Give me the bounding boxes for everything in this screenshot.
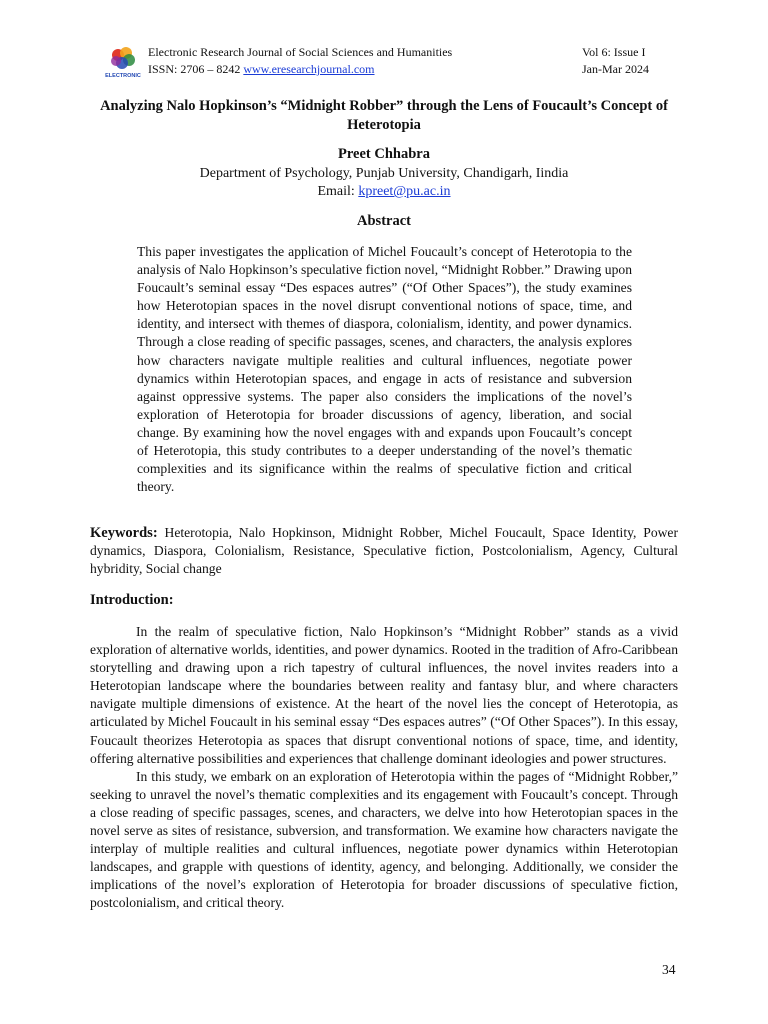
abstract-text: This paper investigates the application of Michel Foucault’s concept of Heterotopia to the analysis of Nalo Hopkinson’s speculative fiction novel, “Midnight Robber.” Drawing upon Foucault’s seminal essay “Des espaces autres” (“Of Other Spaces”), the study examines how Heterotopian spaces in the novel disrupt conventional notions of space, time, and identity, and intersect with themes of diaspora, colonialism, identity, and power dynamics. Through a close reading of specific passages, scenes, and characters, the analysis explores how characters navigate multiple realities and cultural influences, negotiate power dynamics within Heterotopian spaces, and engage in acts of resistance and subversion against oppressive systems. The paper also considers the implications of the novel’s exploration of Heterotopia for broader discussions of agency, liberation, and social change. By examining how the novel engages with and expands upon Foucault’s concept of Heterotopia, this study contributes to a deeper understanding of the novel’s thematic complexities and its significance within the realms of speculative fiction and critical theory. xyxy=(137,244,632,495)
paper-title: Analyzing Nalo Hopkinson’s “Midnight Robber” through the Lens of Foucault’s Concept of Heterotopia xyxy=(100,98,668,133)
journal-website-link[interactable]: www.eresearchjournal.com xyxy=(243,62,375,76)
volume-issue: Vol 6: Issue I xyxy=(582,45,646,59)
introduction-paragraph: In this study, we embark on an exploration of Heterotopia within the pages of “Midnight Robber,” seeking to unravel the novel’s thematic complexities and its engagement with Foucault’s concept. Through a close reading of specific passages, scenes, and characters, we delve into how Heterotopian spaces in the novel serve as sites of resistance, subversion, and transformation. We examine how characters navigate the interplay of multiple realities and cultural influences, negotiate power dynamics within Heterotopian landscapes, and grapple with questions of identity, agency, and belonging. Additionally, we consider the implications of the novel’s exploration of Heterotopia for broader discussions of speculative fiction, postcolonialism, and critical theory. xyxy=(90,768,678,911)
introduction-paragraph: In the realm of speculative fiction, Nalo Hopkinson’s “Midnight Robber” stands as a vivid exploration of alternative worlds, identities, and power dynamics. Rooted in the tradition of Afro-Caribbean storytelling and drawing upon a rich tapestry of cultural influences, the novel invites readers into a Heterotopian landscape where the boundaries between reality and fantasy blur, and where characters navigate multiple dimensions of existence. At the heart of the novel lies the concept of Heterotopia, as articulated by Michel Foucault in his seminal essay “Des espaces autres” (“Of Other Spaces”). In this essay, Foucault theorizes Heterotopia as spaces that disrupt conventional notions of space, time, and identity, offering alternative possibilities and experiences that challenge dominant ideologies and power structures. xyxy=(90,624,678,766)
svg-text:ELECTRONIC: ELECTRONIC xyxy=(105,73,141,79)
journal-logo-icon xyxy=(104,44,142,80)
author-affiliation: Department of Psychology, Punjab University, Chandigarh, Iindia xyxy=(199,166,569,181)
author-email-line xyxy=(80,183,688,201)
introduction-body xyxy=(90,623,678,913)
keywords-label: Keywords: xyxy=(90,525,158,541)
keywords-text: Heterotopia, Nalo Hopkinson, Midnight Robber, Michel Foucault, Space Identity, Power dynamics, Diaspora, Colonialism, Resistance, Speculative fiction, Postcolonialism, Agency, Cultural hybridity, Social change xyxy=(90,525,678,576)
email-label: Email: xyxy=(317,184,359,199)
issn-line xyxy=(148,61,452,78)
page-number: 34 xyxy=(662,962,676,977)
keywords xyxy=(90,524,678,578)
journal-name: Electronic Research Journal of Social Sciences and Humanities xyxy=(148,45,453,59)
journal-header xyxy=(104,44,684,80)
issue-info xyxy=(582,44,649,78)
author-email-link[interactable]: kpreet@pu.ac.in xyxy=(358,184,451,199)
journal-info xyxy=(148,44,452,78)
introduction-heading: Introduction: xyxy=(90,592,174,608)
abstract-heading: Abstract xyxy=(357,213,411,229)
issue-date: Jan-Mar 2024 xyxy=(582,62,649,76)
issn: ISSN: 2706 – 8242 xyxy=(148,62,244,76)
author-block xyxy=(80,145,688,201)
author-name: Preet Chhabra xyxy=(338,146,430,162)
